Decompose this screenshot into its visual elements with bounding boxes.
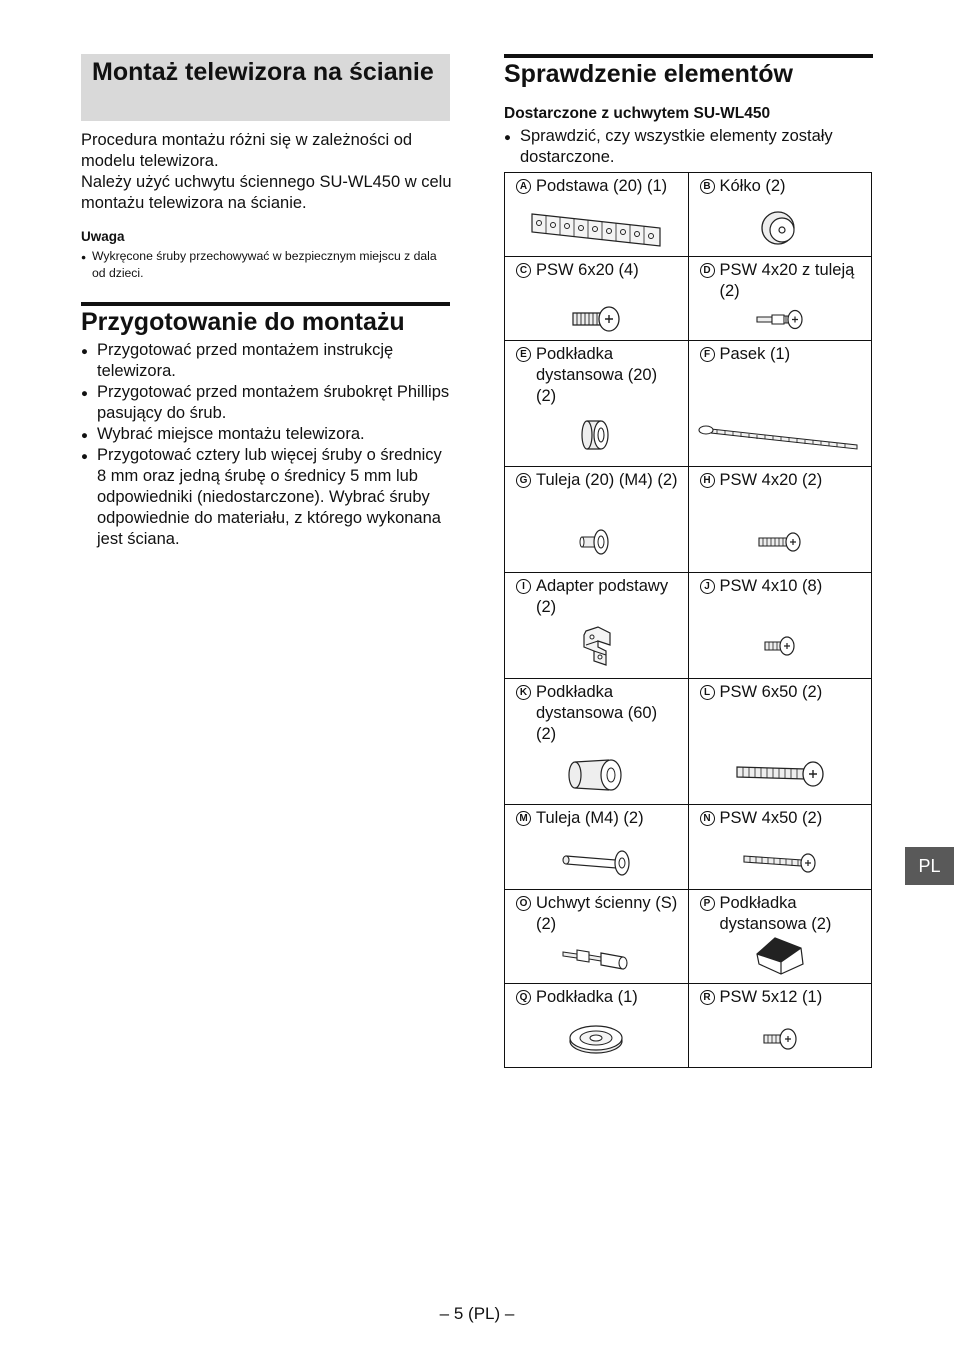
part-cell (505, 173, 689, 257)
part-letter-badge: L (700, 685, 715, 700)
wheel-icon (760, 208, 800, 248)
screw-icon (761, 634, 799, 658)
parts-table (504, 172, 872, 1068)
part-cell (505, 984, 689, 1068)
screw-icon (569, 304, 623, 334)
part-label: PSW 5x12 (1) (719, 988, 823, 1006)
part-cell (688, 173, 872, 257)
list-item: ● Przygotować przed montażem śrubokręt Phillips pasujący do śrub. (81, 382, 453, 424)
part-letter-badge: K (516, 685, 531, 700)
part-cell (688, 341, 872, 467)
section-rule (81, 302, 450, 306)
part-cell (505, 467, 689, 573)
part-letter-badge: G (516, 473, 531, 488)
part-label: Podstawa (20) (1) (536, 177, 668, 195)
part-label: PSW 4x20 z tuleją (2) (719, 261, 855, 300)
part-label: Podkładka dystansowa (2) (719, 894, 832, 933)
part-letter-badge: B (700, 179, 715, 194)
part-cell (505, 805, 689, 890)
spacer-icon (579, 417, 613, 453)
part-label: Tuleja (20) (M4) (2) (536, 471, 678, 489)
list-item: ● Sprawdzić, czy wszystkie elementy zostały dostarczone. (504, 126, 876, 168)
intro-text (81, 130, 453, 214)
part-cell (688, 984, 872, 1068)
part-letter-badge: H (700, 473, 715, 488)
part-cell (505, 257, 689, 341)
note-title: Uwaga (81, 229, 125, 244)
part-letter-badge: D (700, 263, 715, 278)
part-label: PSW 4x50 (2) (719, 809, 823, 827)
part-label: Podkładka dystansowa (60) (2) (536, 683, 658, 743)
part-cell (505, 890, 689, 984)
part-label: PSW 6x20 (4) (536, 261, 639, 279)
part-cell (688, 467, 872, 573)
intro-paragraph-1: Procedura montażu różni się w zależności od modelu telewizora. (81, 131, 413, 170)
part-label: PSW 4x20 (2) (719, 471, 823, 489)
section-rule (504, 54, 873, 58)
part-letter-badge: A (516, 179, 531, 194)
part-cell (505, 573, 689, 679)
strap-icon (697, 424, 863, 452)
part-letter-badge: R (700, 990, 715, 1005)
screw-with-sleeve-icon (754, 307, 806, 331)
screw-icon (755, 530, 805, 554)
part-letter-badge: M (516, 811, 531, 826)
list-item: ● Przygotować przed montażem instrukcję telewizora. (81, 340, 453, 382)
screw-icon (733, 758, 827, 788)
base-bracket-icon (526, 210, 666, 250)
page-number: – 5 (PL) – (439, 1304, 515, 1323)
section-heading-wall-mounting: Montaż telewizora na ścianie (81, 54, 450, 121)
part-letter-badge: N (700, 811, 715, 826)
sleeve-icon (579, 528, 613, 556)
section-heading-preparation: Przygotowanie do montażu (81, 308, 405, 336)
part-label: Pasek (1) (719, 345, 791, 363)
preparation-list (81, 340, 453, 550)
sleeve-long-icon (560, 847, 632, 877)
note-item: ● Wykręcone śruby przechowywać w bezpiecznym miejscu z dala od dzieci. (81, 248, 453, 282)
part-letter-badge: O (516, 896, 531, 911)
spacer-long-icon (565, 756, 627, 794)
part-label: Adapter podstawy (2) (536, 577, 669, 616)
part-letter-badge: Q (516, 990, 531, 1005)
screw-icon (760, 1026, 800, 1052)
part-letter-badge: I (516, 579, 531, 594)
washer-icon (567, 1023, 625, 1055)
part-label: Podkładka dystansowa (20) (2) (536, 345, 658, 405)
part-cell (688, 890, 872, 984)
part-letter-badge: E (516, 347, 531, 362)
part-cell (505, 679, 689, 805)
adapter-icon (576, 625, 616, 669)
wall-anchor-icon (561, 944, 631, 974)
note-list (81, 248, 453, 282)
part-cell (688, 805, 872, 890)
part-label: PSW 6x50 (2) (719, 683, 823, 701)
supplied-subheading: Dostarczone z uchwytem SU-WL450 (504, 105, 771, 122)
section-heading-parts-check: Sprawdzenie elementów (504, 60, 793, 88)
list-item: ● Przygotować cztery lub więcej śruby o średnicy 8 mm oraz jedną śrubę o średnicy 5 mm lub odpowiedniki (niedostarczone). Wybrać śruby odpowiednie do materiału, z którego wykonana jest ściana. (81, 445, 453, 550)
intro-paragraph-2: Należy użyć uchwytu ściennego SU-WL450 w celu montażu telewizora na ścianie. (81, 173, 452, 212)
part-letter-badge: J (700, 579, 715, 594)
list-item: ● Wybrać miejsce montażu telewizora. (81, 424, 453, 445)
screw-icon (740, 849, 820, 873)
part-label: Kółko (2) (719, 177, 786, 195)
part-label: PSW 4x10 (8) (719, 577, 823, 595)
part-cell (505, 341, 689, 467)
part-letter-badge: F (700, 347, 715, 362)
part-letter-badge: C (516, 263, 531, 278)
part-letter-badge: P (700, 896, 715, 911)
part-label: Uchwyt ścienny (S) (2) (536, 894, 678, 933)
part-label: Tuleja (M4) (2) (536, 809, 644, 827)
wedge-spacer-icon (753, 934, 807, 976)
part-label: Podkładka (1) (536, 988, 638, 1006)
supplied-list (504, 126, 876, 168)
part-cell (688, 679, 872, 805)
language-tab: PL (905, 847, 954, 885)
part-cell (688, 257, 872, 341)
part-cell (688, 573, 872, 679)
